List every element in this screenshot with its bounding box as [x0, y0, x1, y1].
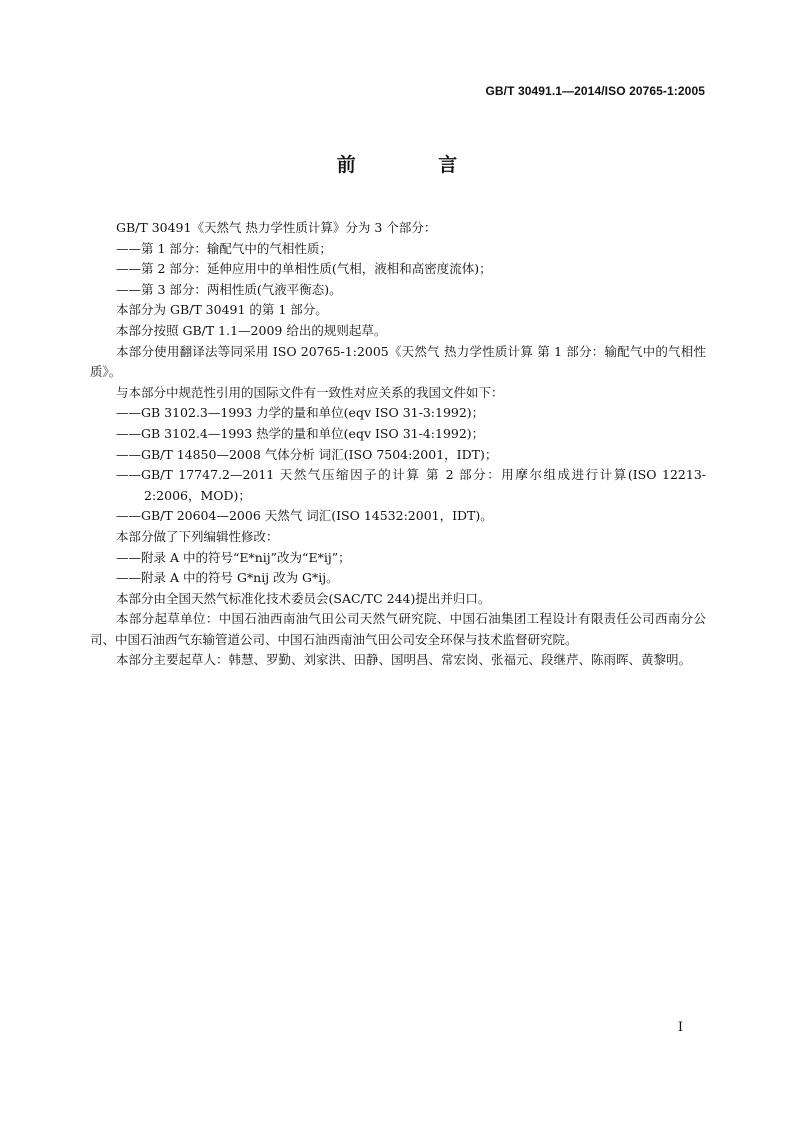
paragraph-drafters: 本部分主要起草人：韩慧、罗勤、刘家洪、田静、国明昌、常宏岗、张福元、段继芹、陈雨晖、黄黎明。 [116, 652, 692, 668]
list-item-change-symbol-g: ——附录 A 中的符号 G*nij 改为 G*ij。 [116, 570, 339, 586]
standard-number-header: GB/T 30491.1—2014/ISO 20765-1:2005 [485, 84, 705, 98]
list-item-ref-gbt20604: ——GB/T 20604—2006 天然气 词汇(ISO 14532:2001，IDT)。 [116, 508, 493, 524]
document-body [90, 218, 706, 671]
list-item-part2: ——第 2 部分：延伸应用中的单相性质(气相，液相和高密度流体)； [116, 261, 492, 277]
paragraph-adoption: 本部分使用翻译法等同采用 ISO 20765-1:2005《天然气 热力学性质计算 第 1 部分：输配气中的气相性质》。 [90, 343, 706, 380]
list-item-change-symbol-e: ——附录 A 中的符号“E*nij”改为“E*ij”； [116, 549, 351, 565]
page-title: 前 言 [336, 154, 496, 176]
page-number: I [677, 1020, 683, 1035]
list-item-ref-gb3102-3: ——GB 3102.3—1993 力学的量和单位(eqv ISO 31-3:1992)； [116, 405, 485, 421]
list-item-ref-gbt17747-2: ——GB/T 17747.2—2011 天然气压缩因子的计算 第 2 部分：用摩尔组成进行计算(ISO 12213-2:2006，MOD)； [116, 467, 706, 503]
paragraph-editorial-changes: 本部分做了下列编辑性修改： [116, 528, 279, 544]
paragraph-references-intro: 与本部分中规范性引用的国际文件有一致性对应关系的我国文件如下： [116, 384, 504, 400]
paragraph-part-statement: 本部分为 GB/T 30491 的第 1 部分。 [116, 302, 328, 318]
paragraph-proposer: 本部分由全国天然气标准化技术委员会(SAC/TC 244)提出并归口。 [116, 590, 491, 606]
list-item-part1: ——第 1 部分：输配气中的气相性质； [116, 240, 332, 256]
paragraph-intro: GB/T 30491《天然气 热力学性质计算》分为 3 个部分： [116, 220, 437, 235]
list-item-part3: ——第 3 部分：两相性质(气液平衡态)。 [116, 281, 342, 297]
list-item-ref-gbt14850: ——GB/T 14850—2008 气体分析 词汇(ISO 7504:2001，IDT)； [116, 446, 498, 462]
paragraph-drafting-units: 本部分起草单位：中国石油西南油气田公司天然气研究院、中国石油集团工程设计有限责任公司西南分公司、中国石油西气东输管道公司、中国石油西南油气田公司安全环保与技术监督研究院。 [90, 611, 706, 647]
paragraph-drafting-rules: 本部分按照 GB/T 1.1—2009 给出的规则起草。 [116, 322, 387, 338]
list-item-ref-gb3102-4: ——GB 3102.4—1993 热学的量和单位(eqv ISO 31-4:1992)； [116, 425, 485, 441]
